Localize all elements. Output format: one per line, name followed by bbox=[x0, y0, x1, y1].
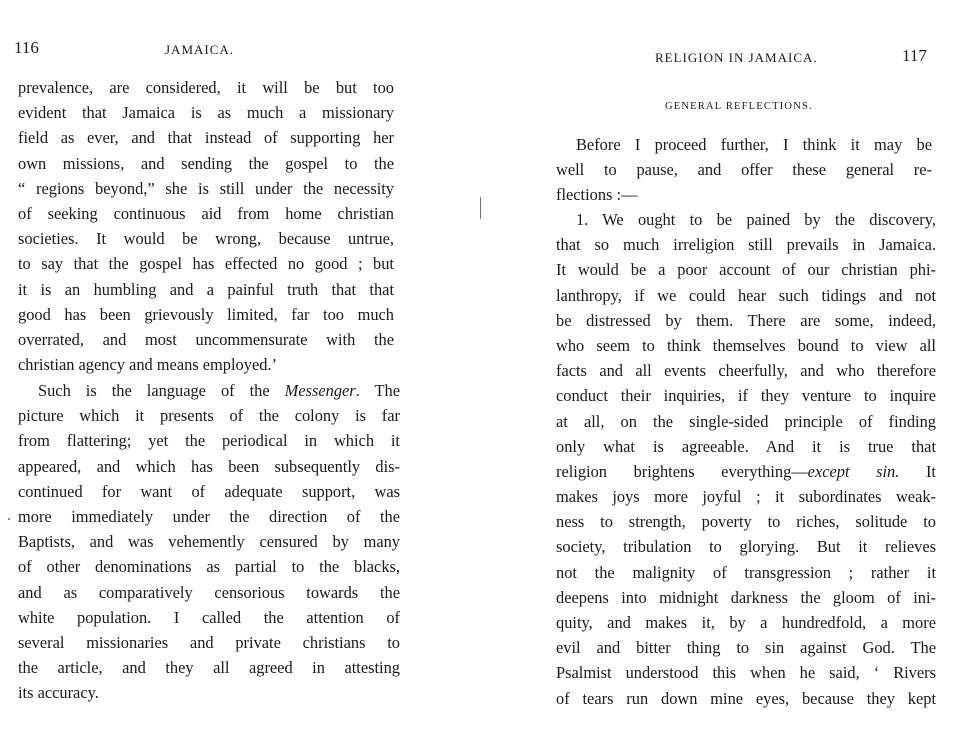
right-page-number: 117 bbox=[902, 46, 927, 65]
text-line: good has been grievously limited, far too much bbox=[18, 304, 394, 324]
text-line: its accuracy. bbox=[18, 683, 99, 703]
text-line: at all, on the single-sided principle of finding bbox=[556, 411, 936, 431]
text-line: 1. We ought to be pained by the discovery, bbox=[576, 210, 936, 229]
text-line: evident that Jamaica is as much a missionary bbox=[18, 103, 394, 123]
text-line: from flattering; yet the periodical in which it bbox=[18, 431, 400, 451]
text-run: religion brightens everything— bbox=[556, 461, 808, 481]
text-line: It would be a poor account of our christian phi- bbox=[556, 260, 936, 280]
text-line: overrated, and most uncommensurate with the bbox=[18, 329, 394, 349]
text-line: not the malignity of transgression ; rather it bbox=[556, 562, 936, 582]
right-paragraph-2 bbox=[556, 207, 936, 711]
text-line: own missions, and sending the gospel to the bbox=[18, 153, 394, 173]
text-line: christian agency and means employed.’ bbox=[18, 355, 277, 375]
text-line: more immediately under the direction of the bbox=[18, 506, 400, 526]
text-line: to say that the gospel has effected no good ; but bbox=[18, 254, 394, 274]
print-speck bbox=[8, 518, 10, 520]
text-line: society, tribulation to glorying. But it relieves bbox=[556, 537, 936, 557]
left-paragraph-1 bbox=[18, 75, 394, 377]
right-running-head: RELIGION IN JAMAICA. bbox=[655, 50, 818, 65]
text-line bbox=[18, 378, 400, 403]
text-line: only what is agreeable. And it is true that bbox=[556, 436, 936, 456]
italic-phrase: except sin. bbox=[807, 461, 900, 481]
right-paragraph-1 bbox=[556, 132, 932, 208]
left-page bbox=[0, 0, 480, 755]
left-running-head: JAMAICA. bbox=[165, 42, 235, 57]
text-run: Such is the language of the bbox=[38, 381, 285, 400]
text-line: facts and all events cheerfully, and who therefore bbox=[556, 361, 936, 381]
text-line: “ regions beyond,” she is still under the necessity bbox=[18, 178, 394, 198]
text-line: field as ever, and that instead of supporting her bbox=[18, 128, 394, 148]
text-line bbox=[556, 459, 936, 484]
text-line: of tears run down mine eyes, because they kept bbox=[556, 688, 936, 708]
text-line: Psalmist understood this when he said, ‘ Rivers bbox=[556, 663, 936, 683]
left-paragraph-2 bbox=[18, 378, 400, 705]
italic-title: Messenger bbox=[284, 381, 356, 400]
text-line: picture which it presents of the colony is far bbox=[18, 406, 400, 426]
text-line: several missionaries and private christians to bbox=[18, 632, 400, 652]
text-line: prevalence, are considered, it will be but too bbox=[18, 78, 394, 97]
text-line: ness to strength, poverty to riches, solitude to bbox=[556, 512, 936, 532]
text-line: continued for want of adequate support, was bbox=[18, 481, 400, 501]
text-line: deepens into midnight darkness the gloom of ini- bbox=[556, 587, 936, 607]
text-line: white population. I called the attention of bbox=[18, 607, 400, 627]
gutter-mark bbox=[480, 197, 481, 219]
text-line: quity, and makes it, by a hundredfold, a more bbox=[556, 613, 936, 632]
text-line: appeared, and which has been subsequently dis- bbox=[18, 456, 400, 476]
right-page bbox=[490, 0, 980, 755]
text-line: and as comparatively censorious towards the bbox=[18, 582, 400, 602]
text-line: societies. It would be wrong, because untrue, bbox=[18, 229, 394, 249]
text-line: that so much irreligion still prevails in Jamaica. bbox=[556, 235, 936, 255]
text-line: Baptists, and was vehemently censured by many bbox=[18, 532, 400, 552]
text-line: Before I proceed further, I think it may be bbox=[576, 135, 932, 154]
text-line: well to pause, and offer these general re- bbox=[556, 160, 932, 180]
text-line: the article, and they all agreed in attesting bbox=[18, 658, 400, 678]
text-line: be distressed by them. There are some, indeed, bbox=[556, 310, 936, 330]
text-line: who seem to think themselves bound to view all bbox=[556, 335, 936, 355]
text-line: it is an humbling and a painful truth that that bbox=[18, 279, 394, 299]
text-run: . The bbox=[355, 381, 400, 400]
text-line: evil and bitter thing to sin against God. The bbox=[556, 638, 936, 658]
text-run: It bbox=[899, 461, 936, 481]
text-line: flections :— bbox=[556, 185, 638, 205]
text-line: of other denominations as partial to the blacks, bbox=[18, 557, 400, 577]
section-heading: GENERAL REFLECTIONS. bbox=[665, 101, 813, 112]
text-line: conduct their inquiries, if they venture to inquire bbox=[556, 386, 936, 406]
text-line: lanthropy, if we could hear such tidings and not bbox=[556, 285, 936, 305]
text-line: of seeking continuous aid from home christian bbox=[18, 203, 394, 223]
left-page-number: 116 bbox=[14, 38, 39, 57]
text-line: makes joys more joyful ; it subordinates weak- bbox=[556, 487, 936, 507]
